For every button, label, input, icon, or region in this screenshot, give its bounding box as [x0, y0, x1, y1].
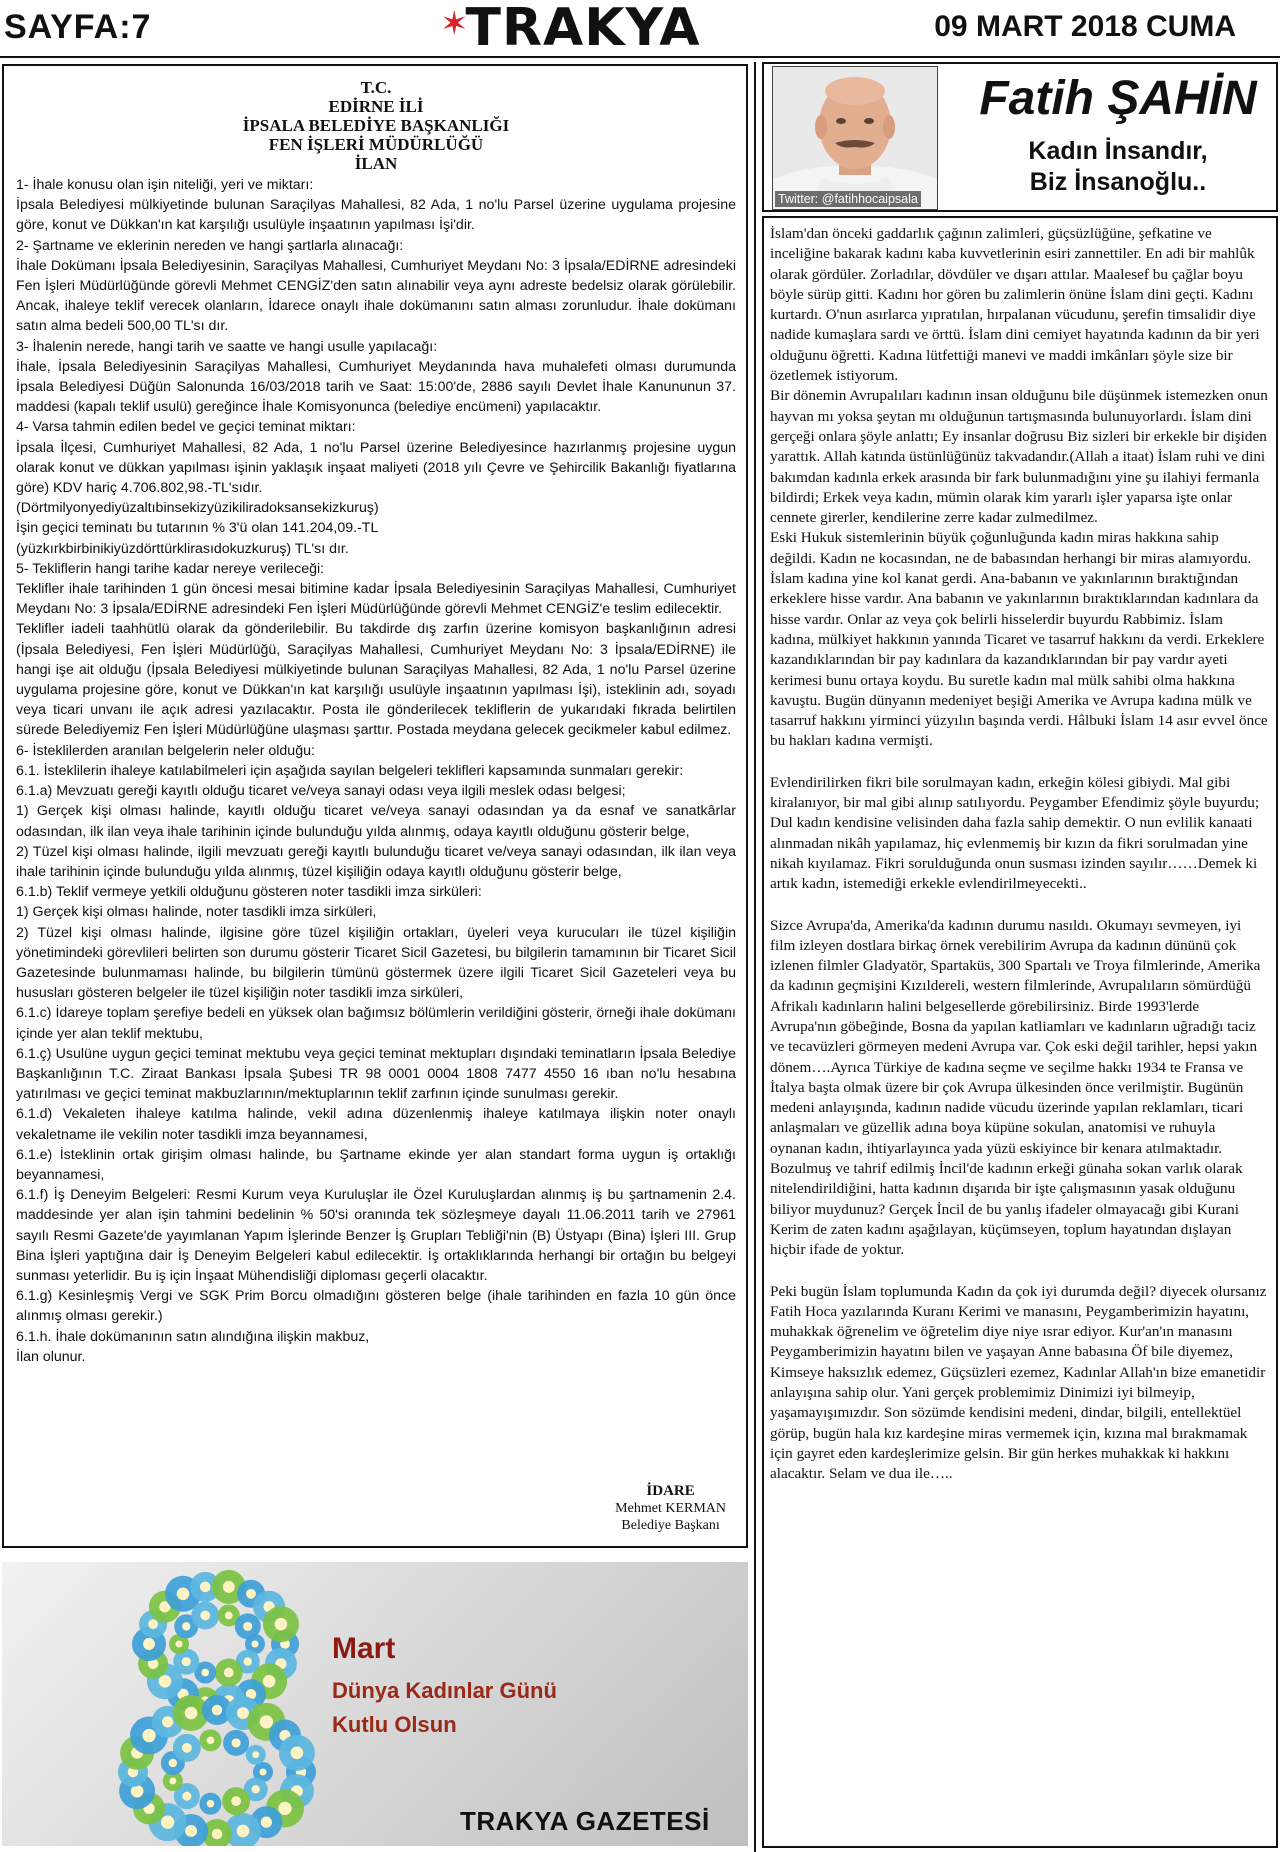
- announcement-paragraph: 6.1.a) Mevzuatı gereği kayıtlı olduğu ticaret ve/veya sanayi odası veya ilgili meslek odası belgesi;: [16, 783, 626, 800]
- newspaper-logo: [440, 0, 700, 58]
- announcement-paragraph: İlan olunur.: [16, 1348, 86, 1365]
- author-portrait-icon: [773, 67, 937, 209]
- article-paragraph: Peki bugün İslam toplumunda Kadın da çok iyi durumda değil? diyecek olursanız Fatih Hoca yazılarında Kuranı Kerimi ve manasını, Peygamberimizin hayatını, muhakkak öğrenelim ve öğretelim diye niye ısrar ediyor. Kur'an'ın manasını Peygamberimizin hayatını bilen ve yaşayan Anne babasına Öf bile diyemez, Kimseye haksızlık edemez, Güçsüzleri ezemez, Kadınlar Allah'ın bize emanetidir anlayışına sahip olur. Yani gerçek problemimiz Dinimizi iyi bilmeyip, yaşamayışımızdır. Son sözümde kendisini medeni, dindar, bilgili, entellektüel görüp, bugün hala kız kardeşine miras vermemek için, kızına mal bırakmamak için gayret eden kardeşlerimize gelsin. Bir gün herkes muhakkak ki hakkını alacaktır. Selam ve dua ile…..: [770, 1282, 1267, 1483]
- announcement-body: [16, 175, 736, 1367]
- announcement-paragraph: 6.1.f) İş Deneyim Belgeleri: Resmi Kurum veya Kuruluşlar ile Özel Kuruluşlardan alınmış iş bu şartnamenin 2.4. maddesinde yer alan işin tahmini bedelinin % 50'si oranında tek sözleşmeye dayalı 11.06.2011 tarih ve 27961 sayılı Resmi Gazete'de yayımlanan Yapım İşlerinde Benzer İş Grupları Tebliği'nin (B) Üstyapı (Bina) İşleri III. Grup Bina İşleri yaptığına dair İş Deneyim Belgeleri kabul edilecektir. İş ortaklıklarında herhangi bir ortağın bu belgeyi sunması yeterlidir. Bu iş için İnşaat Mühendisliği diploması geçerli olacaktır.: [16, 1187, 736, 1284]
- column-divider: [754, 62, 756, 1852]
- issue-date: 09 MART 2018 CUMA: [934, 10, 1236, 43]
- announcement-paragraph: 1) Gerçek kişi olması halinde, kayıtlı olduğu ticaret ve/veya sanayi odasından ya da esnaf ve sanatkârlar odasından, ilk ilan veya ihale tarihinin içinde bulunduğu yılda alınmış, odaya kayıtlı olduğunu gösterir belge,: [16, 803, 736, 840]
- announcement-paragraph: 2) Tüzel kişi olması halinde, ilgili mevzuatı gereği kayıtlı bulunduğu ticaret ve/veya sanayi odasından, ilk ilan veya ihale tarihinin içinde bulunduğu yılda alınmış, tüzel kişiliğin odaya kayıtlı olduğunu gösterir belge,: [16, 843, 736, 880]
- author-box: [762, 62, 1278, 212]
- column-article: [762, 216, 1278, 1848]
- logo-text: TRAKYA: [465, 0, 701, 58]
- announcement-paragraph: Teklifler ihale tarihinden 1 gün öncesi mesai bitimine kadar İpsala Belediyesinin Saraçilyas Mahallesi, Cumhuriyet Meydanı No: 3 İpsala/EDİRNE adresindeki Fen İşleri Müdürlüğünde görevli Mehmet CENGİZ'e teslim edilecektir.: [16, 581, 736, 618]
- author-name: Fatih ŞAHİN: [979, 72, 1257, 125]
- title-line: Kadın İnsandır,: [1028, 137, 1208, 165]
- paragraph-gap: [770, 1261, 1268, 1282]
- heading-line: EDİRNE İLİ: [328, 97, 424, 116]
- announcement-paragraph: 6.1.ç) Usulüne uygun geçici teminat mektubu veya geçici teminat mektupları dışındaki teminatların İpsala Belediye Başkanlığının T.C. Ziraat Bankası İpsala Şubesi TR 98 0001 0004 1808 7477 4550 16 ıban no'lu hesabına yatırılması ve geçici teminat makbuzlarının/mektuplarının teklif zarfının içinde sunulması gerekir.: [16, 1045, 736, 1103]
- heading-line: FEN İŞLERİ MÜDÜRLÜĞÜ: [268, 135, 484, 154]
- signature-title: Belediye Başkanı: [621, 1518, 720, 1533]
- announcement-paragraph: İpsala Belediyesi mülkiyetinde bulunan Saraçilyas Mahallesi, 82 Ada, 1 no'lu Parsel üzerine uygulama projesine göre, konut ve Dükkan'ın kat karşılığı usulüyle inşaatının yapılması İşi'dir.: [16, 197, 736, 234]
- announcement-paragraph: 6.1.c) İdareye toplam şerefiye bedeli en yüksek olan bağımsız bölümlerin verildiğini gösterir, örneği ihale dokümanı içinde yer alan teklif mektubu,: [16, 1005, 736, 1042]
- paragraph-gap: [770, 752, 1268, 773]
- announcement-paragraph: 3- İhalenin nerede, hangi tarih ve saatte ve hangi usulle yapılacağı:: [16, 338, 438, 355]
- article-paragraph: Bir dönemin Avrupalıları kadının insan olduğunu bile düşünmek istemezken onun hayvan mı yoksa şeytan mı olduğunun tartışmasında bulunuyorlardı. İslam dini gerçeği onlara şöyle anlattı; Ey insanlar doğrusu Biz sizleri bir erkekle bir dişiden yarattık. Allah katında üstünlüğünüz takvadandır.(Allah a itaat) İslam ruhi ve dini bakımdan kadınla erkek arasında bir fark bulunmadığını yine şu ilahiyi fermanla bildirdi; Erkek veya kadın, mümin olarak kim yararlı işler yaparsa işte onlar cennete girerler, kendilerine zerre kadar zulmedilmez.: [770, 387, 1268, 527]
- heading-line: İLAN: [354, 154, 398, 173]
- article-title: [960, 136, 1276, 198]
- announcement-paragraph: 6.1. İsteklilerin ihaleye katılabilmeleri için aşağıda sayılan belgeleri teklifleri kapsamında sunmaları gerekir:: [16, 762, 684, 779]
- article-paragraph: Eski Hukuk sistemlerinin büyük çoğunluğunda kadın miras hakkına sahip değildi. Kadın ne kocasından, ne de babasından herhangi bir miras alamıyordu. İslam kadına yine kol kanat gerdi. Ana-babanın ve yakınlarının bıraktığından erkeklere hisse vardır. Ana babanın ve yakınlarının bıraktıklarından kadınlara da hisse vardır. Onlar az veya çok belirli hisselerdir buyurdu Rabbimiz. İslam kadına, mülkiyet hakkının yanında Ticaret ve tasarruf hakkını da verdi. Erkeklere kazandıklarından bir pay kadınlara da kazandıklarından bir pay vardır ayeti kerimesi bunu ortaya koydu. Bu suretle kadın mal mülk sahibi olma hakkına kavuştu. Bugün dünyanın medeniyet beşiği Amerika ve Avrupa kadına mülk ve tasarruf hakkını yirminci yüzyılın başında verdi. Hâlbuki İslam 14 asır evvel önce bu hakları kadına vermişti.: [770, 529, 1268, 750]
- article-paragraph: Evlendirilirken fikri bile sorulmayan kadın, erkeğin kölesi gibiydi. Mal gibi kiralanıyor, bir mal gibi alınıp satılıyordu. Peygamber Efendimiz şöyle buyurdu; Dul kadın kendisine velisinden daha fazla sahip demektir. O nun evlilik kanaati alınmadan nikâh yapılamaz, hiç evlenmemiş bir kızın da fikri sorulmadan yine nikah kıyılamaz. Fikri sorulduğunda onun susması izinden sayılır……Demek ki artık kadın, istemediği erkekle evlendirilmeyecekti..: [770, 773, 1260, 893]
- announcement-paragraph: 1) Gerçek kişi olması halinde, noter tasdikli imza sirküleri,: [16, 904, 377, 921]
- announcement-paragraph: 2) Tüzel kişi olması halinde, ilgisine göre tüzel kişiliğin ortakları, üyeleri veya kurucuları ile tüzel kişiliğin yönetimindeki görevlileri belirten son durumu gösterir Ticaret Sicil Gazetesi, bu bilgilerin tamamının bir Ticaret Sicil Gazetesinde bulunmaması halinde, bu bilgilerin tümünü göstermek üzere ilgili Ticaret Sicil Gazeteleri veya bu hususları gösteren belgeler ile tüzel kişiliğin noter tasdikli imza sirküleri,: [16, 924, 736, 1002]
- announcement-paragraph: İpsala İlçesi, Cumhuriyet Mahallesi, 82 Ada, 1 no'lu Parsel üzerine Belediyesince hazırlanmış projesine uygun olarak konut ve dükkan yapılması işinin yaklaşık inşaat maliyeti (2018 yılı Çevre ve Şehircilik Bakanlığı fiyatlarına göre) KDV hariç 4.706.802,98.-TL'sıdır.: [16, 439, 736, 497]
- page-header: [0, 0, 1280, 58]
- announcement-paragraph: 1- İhale konusu olan işin niteliği, yeri ve miktarı:: [16, 177, 314, 193]
- signature-org: İDARE: [646, 1483, 695, 1499]
- announcement-paragraph: Teklifler iadeli taahhütlü olarak da gönderilebilir. Bu takdirde dış zarfın üzerine komisyon başkanlığının adresi (İpsala Belediyesi, Fen İşleri Müdürlüğü, Saraçilyas Mahallesi, Cumhuriyet Meydanı No: 3 İpsala/EDİRNE) ile hangi işe ait olduğu (İpsala Belediyesi mülkiyetinde bulunan Saraçilyas Mahallesi, 82 Ada, 1 no'lu Parsel üzerine uygulama projesine göre, konut ve Dükkan'ın kat karşılığı usulüyle inşaatının yapılması İşi), isteklinin adı, soyadı veya ticari unvanı ile açık adresi yazılacaktır. Posta ile gönderilecek tekliflerin de yukarıdaki fıkrada belirtilen sürede Belediyemiz Fen İşleri Müdürlüğüne ulaşması şarttır. Postada meydana gelecek gecikmeler kabul edilmez.: [16, 621, 736, 739]
- announcement-paragraph: İhale, İpsala Belediyesinin Saraçilyas Mahallesi, Cumhuriyet Meydanında hava muhalefeti olması durumunda İpsala Belediyesi Düğün Salonunda 16/03/2018 tarih ve Saat: 15:00'de, 2886 sayılı Devlet İhale Kanununun 37. maddesi (kapalı teklif usulü) gereğince İhale Komisyonunca (belediye encümeni) yapılacaktır.: [16, 358, 736, 416]
- announcement-paragraph: 4- Varsa tahmin edilen bedel ve geçici teminat miktarı:: [16, 419, 356, 436]
- banner-newspaper: TRAKYA GAZETESİ: [460, 1806, 710, 1836]
- banner-line-3: Kutlu Olsun: [332, 1712, 457, 1737]
- announcement-paragraph: İhale Dokümanı İpsala Belediyesinin, Saraçilyas Mahallesi, Cumhuriyet Meydanı No: 3 İpsala/EDİRNE adresindeki Fen İşleri Müdürlüğünde görevli Mehmet CENGİZ'den satın alınabilir veya aynı adreste bedelsiz olarak görülebilir. Ancak, ihaleye teklif verecek olanların, İdarece onaylı ihale dokümanını satın alması zorunludur. İhale dokümanı satın alma bedeli 500,00 TL'sı dır.: [16, 257, 736, 335]
- announcement-paragraph: (Dörtmilyonyediyüzaltıbinsekizyüzikiliradoksansekizkuruş): [16, 500, 379, 517]
- flower-eight-icon: [2, 1562, 748, 1846]
- announcement-paragraph: 6.1.g) Kesinleşmiş Vergi ve SGK Prim Borcu olmadığını gösteren belge (ihale tarihinden en fazla 10 gün önce alınmış olması gerekir.): [16, 1288, 736, 1325]
- announcement-paragraph: 2- Şartname ve eklerinin nereden ve hangi şartlarla alınacağı:: [16, 237, 404, 254]
- signature-name: Mehmet KERMAN: [615, 1501, 726, 1516]
- signature-block: [615, 1483, 726, 1534]
- announcement-paragraph: 6.1.d) Vekaleten ihaleye katılma halinde, vekil adına düzenlenmiş ihaleye katılmaya ilişkin noter onaylı vekaletname ile vekilin noter tasdikli imza beyannamesi,: [16, 1106, 736, 1143]
- announcement-paragraph: 6.1.b) Teklif vermeye yetkili olduğunu gösteren noter tasdikli imza sirküleri:: [16, 884, 482, 901]
- paragraph-gap: [770, 895, 1268, 916]
- announcement-paragraph: 6- İsteklilerden aranılan belgelerin neler olduğu:: [16, 742, 315, 759]
- banner-mart: Mart: [332, 1632, 396, 1665]
- tender-announcement: [2, 64, 748, 1548]
- author-photo: [772, 66, 938, 210]
- author-twitter: Twitter: @fatihhocaipsala: [775, 191, 921, 207]
- banner-line-2: Dünya Kadınlar Günü: [332, 1678, 557, 1703]
- title-line: Biz İnsanoğlu..: [1029, 168, 1207, 196]
- heading-line: T.C.: [360, 78, 392, 97]
- heading-line: İPSALA BELEDİYE BAŞKANLIĞI: [242, 116, 510, 135]
- article-paragraph: Sizce Avrupa'da, Amerika'da kadının durumu nasıldı. Okumayı sevmeyen, iyi film izleyen dostlara birkaç örnek verebilirim Avrupa da kadının dününü çok izlenen filmler Gladyatör, Spartaküs, 300 Spartalı ve Troya filmlerinde, Amerika da kadının geçmişini Kızıldereli, western filmlerinde, Avrupalıların sömürdüğü Afrikalı kadınların halini belgesellerde görebilirsiniz. Birde 1993'lerde Avrupa'nın göbeğinde, Bosna da yapılan katliamları ve kadınların uğradığı taciz ve tecavüzleri görmeyen medeni Avrupa var. Çok eski değil tarihler, hepsi yakın dönem….Ayrıca Türkiye de kadına seçme ve seçilme hakkı 1934 te Fransa ve İtalya başta olmak üzere bir çok Avrupa ülkesinden önce verilmiştir. Bugünün medeni anlayışında, kadının nadide vücudu üzerinde yapılan reklamları, ticari anlaşmaları ve güzellik adına boya küpüne sokulan, anatomisi ve ruhuyla oynanan kadın, ihtiyarlayınca yada yüzü eskiyince bir kenara atılmaktadır. Bozulmuş ve tahrif edilmiş İncil'de kadının erkeği günaha sokan varlık olarak nitelendirildiğini, hatta kadının dışarıda bir işte çalışmasının yasak olduğunu biliyor muydunuz? Gerçek İncil de bu yanlış ifadeler olmayacağı gibi Kurani Kerim de zaten kadını aşağılayan, küçümseyen, toplum hayatından dışlayan hiçbir ifade de yoktur.: [770, 916, 1261, 1259]
- article-paragraph: İslam'dan önceki gaddarlık çağının zalimleri, güçsüzlüğüne, şefkatine ve inceliğine bakarak kadını kaba kuvvetlerinin esiri zannettiler. En adi bir mahlûk olarak gördüler. Zorladılar, dövdüler ve dışarı attılar. Maalesef bu çağlar boyu böyle sürüp gitti. Kadını hor gören bu zalimlerin önüne İslam dini geçti. Kadını kurtardı. O'nun asırlarca yıpratılan, hırpalanan vücudunu, şerefin timsalidir diye nadide kumaşlara sardı ve örttü. İslam dini cemiyet hayatında kadının da bir yeri olduğunu öğretti. Kadına lütfettiği manevi ve maddi imkânları şöyle size bir özetlemek istiyorum.: [770, 225, 1260, 385]
- announcement-paragraph: 5- Tekliflerin hangi tarihe kadar nereye verileceği:: [16, 560, 325, 577]
- announcement-paragraph: 6.1.h. İhale dokümanının satın alındığına ilişkin makbuz,: [16, 1328, 370, 1345]
- announcement-paragraph: 6.1.e) İsteklinin ortak girişim olması halinde, bu Şartname ekinde yer alan standart forma uygun iş ortaklığı beyannamesi,: [16, 1146, 736, 1183]
- womens-day-banner: [2, 1562, 748, 1846]
- announcement-paragraph: (yüzkırkbirbinikiyüzdörttürklirasıdokuzkuruş) TL'sı dır.: [16, 540, 349, 557]
- logo-map-icon: ✶: [440, 4, 470, 44]
- announcement-heading: [16, 78, 736, 173]
- announcement-paragraph: İşin geçici teminatı bu tutarının % 3'ü olan 141.204,09.-TL: [16, 520, 379, 537]
- page-number: SAYFA:7: [4, 8, 152, 46]
